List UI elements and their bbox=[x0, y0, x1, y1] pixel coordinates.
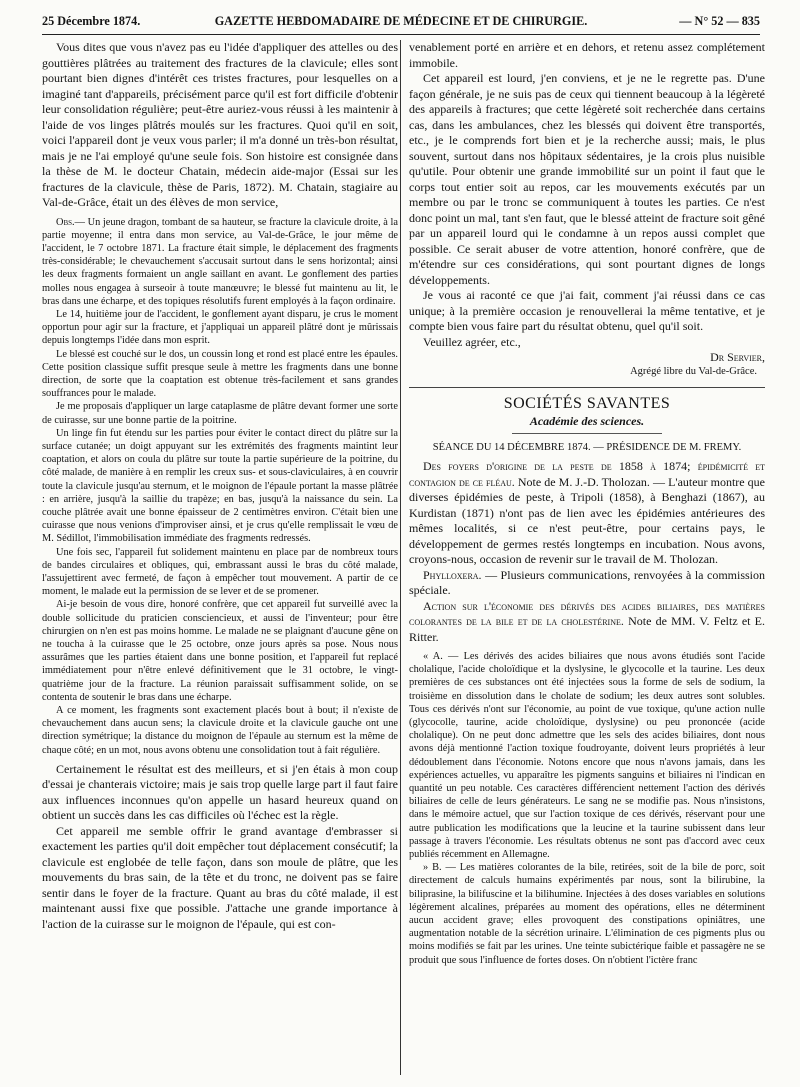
header-date: 25 Décembre 1874. bbox=[42, 14, 141, 28]
observation-paragraph: Je me proposais d'appliquer un large cataplasme de plâtre devant former une sorte de cuirasse, sur une bonne partie de la poitrine. bbox=[42, 401, 398, 426]
report-note: Note de MM. V. Feltz et E. Ritter. bbox=[409, 614, 765, 644]
quoted-paragraph: » B. — Les matières colorantes de la bile, retirées, soit de la bile de porc, soit directement de calculs humains expérimentés par nous, sont la bilirubine, la biliprasine, la bilifuscine et la bilihumine. Injectées à des doses variables en solutions légèrement alcalines, préparées au moment des opérations, elles ne déterminent aucun accident grave; elles provoquent des constipations opiniâtres, une augmentation notable de la sécrétion urinaire. L'élimination de ces pigments plus ou moins modifiés se fait par les urines. Une teinte subictérique faible et passagère ne se produit que sous l'influence de fortes doses. On n'obtient l'ictère franc bbox=[409, 862, 765, 966]
report-paragraph bbox=[409, 599, 765, 646]
short-rule bbox=[512, 433, 662, 434]
section-title: SOCIÉTÉS SAVANTES bbox=[503, 395, 671, 412]
letter-paragraph: Cet appareil est lourd, j'en conviens, et je ne le regrette pas. D'une façon générale, je ne suis pas de ceux qui tiennent beaucoup à la légèreté des appareils à fractures; que cette légèreté soit recherchée dans certains cas, dans les ambulances, chez les blessés qui doivent être transportés, etc., je le comprends fort bien et je la recherche aussi; mais, le plus souvent, surtout dans nos hôpitaux sédentaires, je la crois plus nuisible qu'utile. Pour obtenir une grande immobilité sur un point il faut que le corps tout entier soit au repos, car les mouvements exécutés par un membre ou par le tronc se communiquent à toutes les parties. Ce n'est donc point un mal, tant s'en faut, que le blessé atteint de fracture soit gêné par un appareil lourd qui le condamne à un repos aussi complet que possible. Ce serait abuser de votre attention, honoré confrère, que de m'étendre sur ces considérations, qui sont pourtant dignes de longs développements. bbox=[409, 71, 765, 287]
report-text: — L'auteur montre que diverses épidémies de peste, à Tripoli (1858), à Benghazi (1867), au Kurdistan (1871) n'ont pas de lien avec les épidémies antérieures des mêmes localités, si ce n'est peut-être, pour certains pays, le développement de germes restés longtemps en incubation. Nous avons, croyons-nous, occasion de revenir sur le travail de M. Tholozan. bbox=[409, 474, 766, 566]
signature-name: Dr Servier, bbox=[710, 350, 765, 364]
seance-line: SÉANCE DU 14 DÉCEMBRE 1874. — PRÉSIDENCE DE M. FREMY. bbox=[432, 442, 742, 453]
report-heading: Des foyers d'origine de la peste de 1858 à 1874; épidémicité et contagion de ce fléau. bbox=[409, 459, 765, 489]
report-note: Note de M. J.-D. Tholozan. bbox=[517, 474, 650, 489]
report-paragraph bbox=[409, 459, 765, 568]
left-column bbox=[42, 40, 398, 932]
observation-paragraph: A ce moment, les fragments sont exactement placés bout à bout; il n'existe de chevauchement dans aucun sens; la clavicule droite et la clavicule gauche ont une direction symétrique; la distance du moignon de l'épaule au sternum est la même de chaque côté; en un mot, nous avons obtenu une consolidation tout à fait régulière. bbox=[42, 705, 398, 756]
letter-paragraph: Cet appareil me semble offrir le grand avantage d'embrasser si exactement les parties qu'il doit empêcher tout déplacement consécutif; la clavicule est englobée de telle façon, dans son moule de plâtre, que les mouvements du bras sain, de la tête et du tronc, ne doivent pas se faire sentir dans le foyer de la fracture. Quant au bras du côté malade, il est maintenant aussi fixe que possible. J'attache une grande importance à l'action de la cuirasse sur le moignon de l'épaule, qui est con- bbox=[42, 823, 398, 931]
report-text: — Plusieurs communications, renvoyées à la commission spéciale. bbox=[409, 567, 765, 597]
report-heading: Phylloxera. bbox=[423, 567, 482, 582]
observation-paragraph: Ai-je besoin de vous dire, honoré confrère, que cet appareil fut surveillé avec la double sollicitude du praticien consciencieux, et aussi de l'inventeur; pour être chirurgien on n'en est pas moins homme. Le malade ne se plaignant d'aucune gêne on ne toucha à la cuirasse que le 25 octobre, onze jours après sa pose. Nous nous assurâmes que les parties étaient dans une bonne position, et l'appareil fut replacé immédiatement pour n'être enlevé définitivement que le 31 octobre, le vingt-quatrième jour de la fracture. La réunion paraissait suffisamment solide, on se contenta de soutenir le bras dans une écharpe. bbox=[42, 599, 398, 703]
obs-text: — Un jeune dragon, tombant de sa hauteur, se fracture la clavicule droite, à la partie moyenne; il entra dans mon service, au Val-de-Grâce, le jour même de l'accident, le 7 octobre 1871. La fracture était simple, le déplacement des fragments très-considérable; le chevauchement s'accusait surtout dans le sens horizontal; ainsi les deux fragments formaient un angle saillant en avant. Le gonflement des parties molles nous engagea à surseoir à toute manœuvre; le blessé fut maintenu au lit, le bras dans une écharpe, et des topiques résolutifs furent employés à la façon ordinaire. bbox=[42, 216, 398, 307]
quoted-paragraph: « A. — Les dérivés des acides biliaires que nous avons étudiés sont l'acide cholalique, l'acide choloïdique et la dyslysine, le glycocolle et la taurine. Les deux premières de ces substances ont été injectées sous la forme de sels de sodium, la troisième en dissolution dans le cholate de sodium; les deux autres sont solubles. Tous ces dérivés n'ont sur l'économie, au point de vue toxique, qu'une action nulle (glycocolle, taurine, acide choloïdique, dyslysine) ou peu prononcée (acide cholalique). On ne peut donc admettre que les sels des acides biliaires, dont nous avons déjà mentionné l'action toxique foudroyante, doivent leurs propriétés à leur dédoublement dans l'économie. Notons encore que nous n'avons jamais, dans les expériences actuelles, vu apparaître les pigments sanguins et biliaires ni l'indican en quantité un peu notable. Ces caractères différencient nettement l'action des dérivés biliaires de celle de leurs générateurs. Le sang ne se modifie pas. Nous n'insistons, dans le mémoire actuel, que sur l'action toxique de ces dérivés, réservant pour une autre publication les modifications que la leucine et la taurine subissent dans leur passage à travers l'économie. Les résultats obtenus ne sont pas d'accord avec ceux publiés récemment en Allemagne. bbox=[409, 651, 765, 861]
section-subtitle: Académie des sciences. bbox=[529, 414, 645, 428]
letter-paragraph: venablement porté en arrière et en dehors, et retenu assez complétement immobile. bbox=[409, 40, 765, 70]
signature-title: Agrégé libre du Val-de-Grâce. bbox=[630, 366, 757, 377]
letter-paragraph: Certainement le résultat est des meilleurs, et si j'en étais à mon coup d'essai je chanterais victoire; mais je sais trop quelle large part il faut faire aux influences inconnues qu'on appelle un hasard heureux quand on obtient un succès dans les cas difficiles où l'échec est la règle. bbox=[42, 761, 398, 823]
header-title: GAZETTE HEBDOMADAIRE DE MÉDECINE ET DE CHIRURGIE. bbox=[214, 14, 588, 28]
letter-paragraph: Vous dites que vous n'avez pas eu l'idée d'appliquer des attelles ou des gouttières plâtrées au traitement des fractures de la clavicule; elles sont pourtant bien dignes d'intérêt ces tristes fractures, pour lesquelles on a imaginé tant d'appareils, précisément parce qu'il est fort difficile d'obtenir leur consolidation régulière; peut-être auriez-vous réussi à les maintenir à l'aide de vos linges plâtrés moulés sur les fractures. Quoi qu'il en soit, voici l'appareil dont je veux vous parler; il m'a donné un très-bon résultat, mais je ne l'ai employé qu'une seule fois. Son histoire est consignée dans la thèse de M. le docteur Chatain, médecin aide-major (Essai sur les fractures de la clavicule, thèse de Paris, 1872). M. Chatain, stagiaire au Val-de-Grâce, était un des élèves de mon service, bbox=[42, 40, 398, 209]
header-issue: — N° 52 — 835 bbox=[679, 14, 760, 28]
letter-paragraph: Je vous ai raconté ce que j'ai fait, comment j'ai réussi dans ce cas unique; à la première occasion je renouvellerai la même tentative, et je compte bien vous faire part du résultat obtenu, quel qu'il soit. bbox=[409, 288, 765, 333]
report-heading: Action sur l'économie des dérivés des acides biliaires, des matières colorantes de la bile et de la cholestérine. bbox=[409, 598, 765, 628]
running-header bbox=[42, 10, 760, 35]
observation-paragraph: Le blessé est couché sur le dos, un coussin long et rond est placé entre les épaules. Cette position classique suffit presque seule à mettre les fragments dans une bonne direction, de sorte que la coaptation est obtenue très-facilement et sans grandes souffrances pour le malade. bbox=[42, 348, 398, 400]
column-divider bbox=[400, 40, 401, 1075]
letter-closing: Veuillez agréer, etc., bbox=[423, 334, 521, 349]
section-rule bbox=[409, 387, 765, 388]
obs-label: Obs. bbox=[56, 216, 75, 228]
right-column bbox=[409, 40, 765, 967]
observation-paragraph bbox=[42, 216, 398, 308]
observation-paragraph: Une fois sec, l'appareil fut solidement maintenu en place par de nombreux tours de bandes circulaires et obliques, qui, embrassant aussi le bras du côté malade, l'assujettirent avec fermeté, de façon à empêcher tout mouvement. A partir de ce moment, le malade eut la permission de se lever et de se promener. bbox=[42, 546, 398, 598]
report-paragraph bbox=[409, 568, 765, 599]
observation-paragraph: Le 14, huitième jour de l'accident, le gonflement ayant disparu, je crus le moment opportun pour agir sur la fracture, et j'appliquai un appareil plâtré dont je mûrissais depuis longtemps l'idée dans mon esprit. bbox=[42, 308, 398, 347]
observation-paragraph: Un linge fin fut étendu sur les parties pour éviter le contact direct du plâtre sur la surface cutanée; un doigt appuyant sur les extrémités des fragments maintint leur coaptation, et alors on coula du plâtre sur toute la partie supérieure de la poitrine, du côté malade, de manière à en remplir les creux sus- et sous-claviculaires, à en couvrir toute la clavicule jusqu'au sternum, et le moignon de l'épaule portant la masse plâtrée : en arrière, jusqu'à la saillie du trapèze; en bas, jusqu'à la naissance du sein. La couche plâtrée avait une bonne épaisseur de 2 centimètres environ. C'était bien une cuirasse que nous venions d'improviser ainsi, et je crus qu'elle remplissait le vœu de M. Sédillot, l'immobilisation immédiate des fragments redressés. bbox=[42, 427, 398, 545]
